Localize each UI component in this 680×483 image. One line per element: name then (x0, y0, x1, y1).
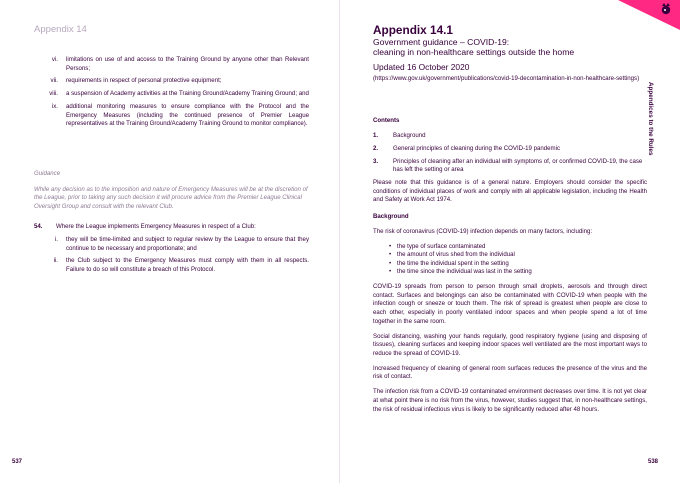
section-side-tab: Appendices to the Rules (647, 82, 654, 156)
list-item (34, 257, 309, 274)
list-item (34, 77, 309, 86)
appendix-title: Appendix 14.1 (373, 23, 453, 37)
source-url: (https://www.gov.uk/government/publications/covid-19-decontamination-in-non-healthcare-settings) (373, 75, 640, 83)
background-heading: Background (373, 212, 409, 220)
list-item-number: vi. (51, 56, 58, 63)
appendix-title-block (373, 24, 663, 84)
roman-list (34, 56, 309, 133)
contents-item (373, 132, 647, 141)
list-item-text: they will be time-limited and subject to regular review by the League to ensure that they continue to be necessary and proportionate; and (66, 236, 309, 252)
clause-text: Where the League implements Emergency Measures in respect of a Club: (56, 223, 256, 230)
body-paragraph: The infection risk from a COVID-19 contaminated environment decreases over time. It is not yet clear at what point there is no risk from the virus, however, studies suggest that, in non-healthcare settings, the risk of residual infectious virus is likely to be significantly reduced after 48 hours. (373, 388, 647, 413)
list-item-number: vii. (50, 77, 58, 85)
clause-number: 54. (34, 223, 43, 230)
body-paragraph: COVID-19 spreads from person to person through small droplets, aerosols and through direct contact. Surfaces and belongings can also be contaminated with COVID-19 when people with the infection cough or sneeze or touch them. The risk of spread is greatest when people are close to each other, especially in poorly ventilated indoor spaces and when people spend a lot of time together in the same room. (373, 283, 647, 325)
contents-number: 1. (373, 131, 379, 139)
risk-factor-list (373, 243, 647, 277)
right-body (373, 117, 647, 421)
contents-item (373, 158, 647, 175)
general-note: Please note that this guidance is of a general nature. Employers should consider the specific conditions of individual places of work and comply with all applicable legislation, including the Health and Safety at Work Act 1974. (373, 179, 647, 204)
contents-number: 3. (373, 157, 379, 165)
page-number-left: 537 (12, 459, 23, 465)
contents-heading: Contents (373, 117, 400, 124)
clause-54 (34, 223, 309, 279)
list-item (34, 90, 309, 99)
list-item-text: the Club subject to the Emergency Measures must comply with them in all respects. Failure to do so will constitute a breach of this Protocol. (66, 257, 309, 274)
list-item-number: i. (54, 236, 58, 244)
list-item-number: ix. (51, 102, 58, 110)
list-item (34, 56, 309, 73)
clause-heading (34, 223, 309, 232)
list-item-text: additional monitoring measures to ensure compliance with the Protocol and the Emergency Measures (including the continued presence of Premier League representatives at the Training Ground/Academy Training Ground to monitor compliance). (66, 102, 309, 128)
contents-text: Principles of cleaning after an individual with symptoms of, or confirmed COVID-19, the case has left the setting or area (393, 157, 643, 174)
right-page (340, 0, 680, 483)
list-item (34, 236, 309, 253)
appendix-subtitle-1: Government guidance – COVID-19: (373, 37, 510, 47)
list-item: • the time the individual spent in the setting (389, 260, 647, 269)
updated-date: Updated 16 October 2020 (373, 61, 470, 72)
list-item-text: requirements in respect of personal protective equipment; (66, 77, 222, 85)
corner-accent (618, 0, 680, 30)
body-paragraph: Social distancing, washing your hands regularly, good respiratory hygiene (using and disposing of tissues), cleaning surfaces and keeping indoor spaces well ventilated are the most important ways to reduce the spread of COVID-19. (373, 332, 647, 357)
contents-text: General principles of cleaning during the COVID-19 pandemic (393, 144, 560, 152)
page-number-right: 538 (647, 459, 658, 465)
contents-text: Background (393, 131, 426, 139)
list-item: • the amount of virus shed from the individual (389, 251, 647, 260)
body-paragraph: Increased frequency of cleaning of general room surfaces reduces the presence of the virus and the risk of contact. (373, 364, 647, 381)
guidance-block (34, 170, 309, 211)
list-item-text: limitations on use of and access to the Training Ground by anyone other than Relevant Persons; (66, 56, 309, 72)
contents-number: 2. (373, 144, 379, 152)
guidance-heading: Guidance (34, 170, 61, 177)
list-item: • the type of surface contaminated (389, 243, 647, 252)
list-item (34, 103, 309, 129)
list-item: • the time since the individual was last in the setting (389, 268, 647, 277)
list-item-number: ii. (53, 257, 58, 265)
contents-item (373, 145, 647, 154)
appendix-subtitle-2: cleaning in non-healthcare settings outside the home (373, 47, 575, 58)
list-item-text: a suspension of Academy activities at the Training Ground/Academy Training Ground; and (66, 90, 309, 98)
background-intro: The risk of coronavirus (COVID-19) infection depends on many factors, including: (373, 227, 593, 235)
running-header: Appendix 14 (34, 24, 87, 35)
guidance-text: While any decision as to the imposition and nature of Emergency Measures will be at the discretion of the League, prior to taking any such decision it will procure advice from the Premier League Clinical Oversight Group and consult with the relevant Club. (34, 185, 308, 210)
list-item-number: viii. (49, 90, 58, 98)
